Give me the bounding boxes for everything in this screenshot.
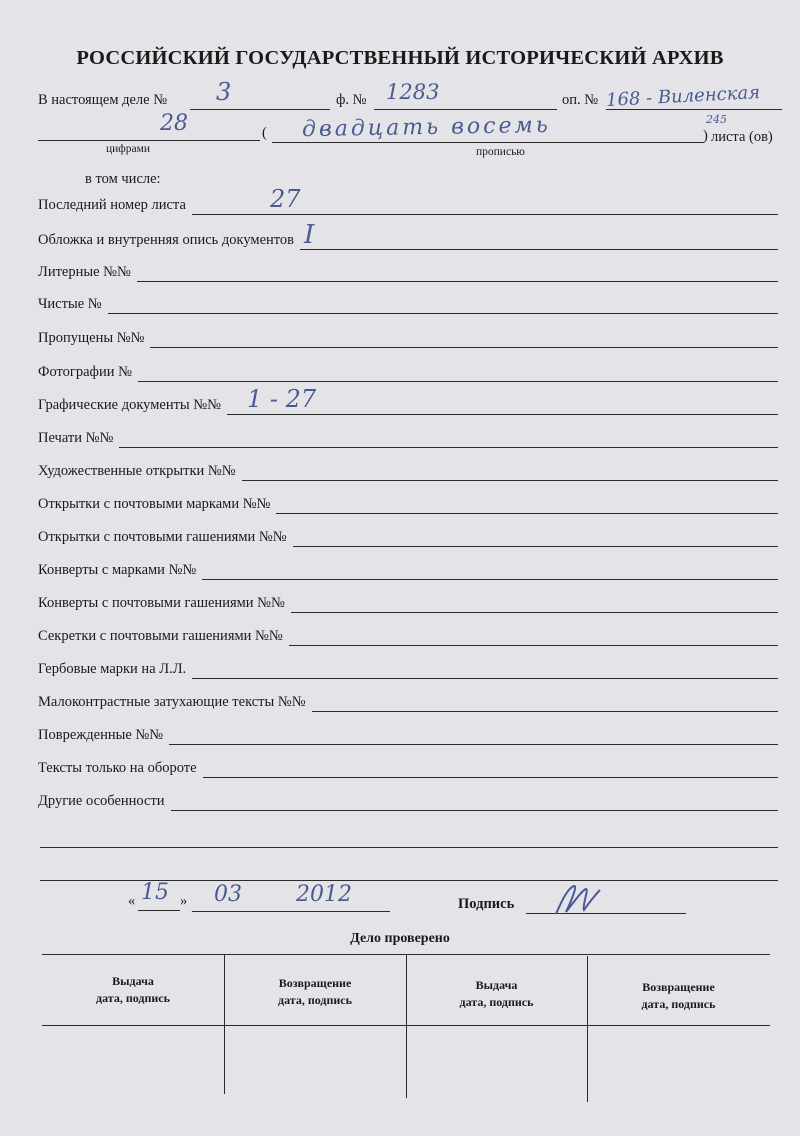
col-heading: Выдача: [112, 974, 154, 988]
col-heading: Возвращение: [278, 976, 352, 990]
words-caption: прописью: [476, 146, 525, 158]
table-col-issue-2: [406, 977, 587, 1011]
field-label: Другие особенности: [38, 793, 165, 809]
count-digits-value[interactable]: 28: [160, 111, 188, 136]
field-value[interactable]: I: [304, 220, 315, 250]
table-divider-2: [406, 954, 407, 1098]
field-line: [203, 777, 778, 778]
col-heading: Возвращение: [642, 980, 715, 994]
sheets-suffix: листа (ов): [711, 129, 773, 145]
count-words-line: [272, 142, 704, 143]
field-label: Пропущены №№: [38, 330, 145, 346]
date-month[interactable]: 03: [214, 882, 242, 907]
table-col-return-1: [224, 975, 406, 1009]
date-day-line: [138, 910, 180, 911]
checked-title: Дело проверено: [350, 931, 450, 946]
col-subheading: дата, подпись: [459, 995, 534, 1009]
field-label: Конверты с почтовыми гашениями №№: [38, 595, 285, 611]
field-label: Художественные открытки №№: [38, 463, 236, 479]
field-line: [108, 313, 778, 314]
field-label: Чистые №: [38, 296, 102, 312]
col-subheading: дата, подпись: [96, 991, 170, 1005]
blank-line-1: [40, 847, 778, 848]
field-line: [192, 214, 778, 215]
close-paren: ): [703, 128, 708, 144]
field-line: [227, 414, 778, 415]
including-label: в том числе:: [85, 171, 161, 187]
field-value[interactable]: 27: [270, 185, 301, 213]
table-col-return-2: [587, 979, 770, 1013]
field-value[interactable]: 1 - 27: [247, 385, 317, 413]
digits-caption: цифрами: [106, 143, 151, 155]
field-label: Малоконтрастные затухающие тексты №№: [38, 694, 306, 710]
field-line: [137, 281, 778, 282]
field-line: [312, 711, 778, 712]
field-line: [300, 249, 778, 250]
archive-title: РОССИЙСКИЙ ГОСУДАРСТВЕННЫЙ ИСТОРИЧЕСКИЙ АРХИВ: [76, 47, 724, 69]
opis-value[interactable]: 168 - Виленская: [605, 81, 761, 112]
fond-value[interactable]: 1283: [386, 80, 440, 104]
field-line: [192, 678, 778, 679]
field-label: Поврежденные №№: [38, 727, 164, 743]
field-line: [138, 381, 778, 382]
count-digits-line: [38, 140, 260, 141]
field-line: [169, 744, 778, 745]
count-words-value[interactable]: двадцать восемь: [301, 112, 551, 143]
field-label: Конверты с марками №№: [38, 562, 197, 578]
field-label: Литерные №№: [38, 264, 131, 280]
field-line: [171, 810, 778, 811]
field-label: Тексты только на обороте: [38, 760, 197, 776]
col-subheading: дата, подпись: [278, 993, 352, 1007]
signature-label: Подпись: [458, 896, 515, 912]
date-day[interactable]: 15: [141, 880, 169, 905]
case-number-value[interactable]: 3: [216, 78, 232, 106]
field-line: [293, 546, 778, 547]
open-paren: (: [262, 125, 267, 141]
field-line: [150, 347, 778, 348]
date-close-quote: »: [180, 893, 188, 909]
field-label: Открытки с почтовыми гашениями №№: [38, 529, 287, 545]
table-col-issue-1: [42, 973, 224, 1007]
field-label: Открытки с почтовыми марками №№: [38, 496, 271, 512]
field-label: Обложка и внутренняя опись документов: [38, 232, 295, 248]
fond-line: [374, 109, 557, 110]
table-divider-3: [587, 956, 588, 1102]
date-open-quote: «: [128, 893, 136, 909]
field-label: Последний номер листа: [38, 197, 186, 213]
col-subheading: дата, подпись: [641, 997, 716, 1011]
field-label: Печати №№: [38, 430, 114, 446]
field-line: [291, 612, 778, 613]
field-label: Фотографии №: [38, 364, 132, 380]
count-note: 245: [706, 113, 727, 126]
case-number-label: В настоящем деле №: [38, 92, 168, 108]
field-line: [289, 645, 778, 646]
fond-label: ф. №: [336, 92, 367, 108]
signature-scribble: [548, 880, 618, 920]
field-line: [276, 513, 778, 514]
field-label: Графические документы №№: [38, 397, 221, 413]
date-year[interactable]: 2012: [296, 882, 352, 907]
field-line: [242, 480, 778, 481]
field-line: [119, 447, 778, 448]
field-line: [202, 579, 778, 580]
field-label: Гербовые марки на Л.Л.: [38, 661, 187, 677]
col-heading: Выдача: [475, 978, 518, 992]
date-line: [192, 911, 390, 912]
case-number-line: [190, 109, 330, 110]
field-label: Секретки с почтовыми гашениями №№: [38, 628, 283, 644]
opis-label: оп. №: [562, 92, 599, 108]
